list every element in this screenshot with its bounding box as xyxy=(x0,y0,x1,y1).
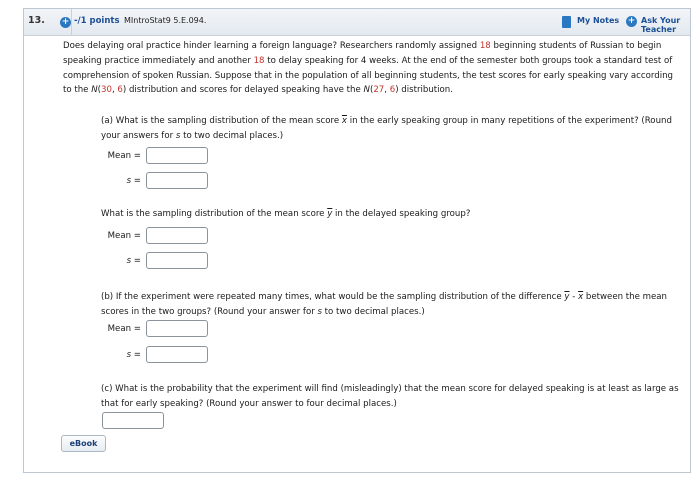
notes-icon[interactable] xyxy=(562,16,571,28)
delayed-sd: 6 xyxy=(389,85,396,96)
my-notes-button[interactable]: My Notes xyxy=(577,16,620,25)
ask-teacher-button[interactable]: Ask Your Teacher xyxy=(641,16,681,34)
part-a-mean-input[interactable] xyxy=(146,147,208,164)
group1-size: 18 xyxy=(479,41,491,51)
part-a-s-input[interactable] xyxy=(146,172,208,189)
question-number: 13. xyxy=(28,15,45,26)
part-a-mean-label: Mean = xyxy=(107,151,141,161)
source-label: MIntroStat9 5.E.094. xyxy=(124,16,207,25)
points-label: -/1 points xyxy=(74,16,120,26)
ask-teacher-plus-icon[interactable]: + xyxy=(627,16,636,26)
part-a2-mean-label: Mean = xyxy=(107,231,141,241)
expand-plus-icon[interactable]: + xyxy=(61,17,70,27)
part-c-answer-input[interactable] xyxy=(102,412,164,429)
part-b-s-input[interactable] xyxy=(146,346,208,363)
part-a2-mean-input[interactable] xyxy=(146,227,208,244)
problem-statement: Does delaying oral practice hinder learning a foreign language? Researchers randomly assigned 18 beginning students of Russian to begin speaking practice immediately and another 18 to delay speaking for 4 weeks. At the end of the semester both groups took a standard test of comprehension of spoken Russian. Suppose that in the population of all beginning students, the test scores for early speaking vary according to the N(30, 6) distribution and scores for delayed speaking have the N(27, 6) distribution. xyxy=(63,41,674,96)
part-b-mean-input[interactable] xyxy=(146,320,208,337)
header-divider xyxy=(71,9,72,35)
part-a2-s-input[interactable] xyxy=(146,252,208,269)
part-a2-s-label: s = xyxy=(126,256,141,266)
part-a2-question: What is the sampling distribution of the mean score $\overline{y}$ in the delayed speaking group? xyxy=(101,209,471,219)
ebook-button[interactable]: eBook xyxy=(61,435,106,452)
early-mean: 30 xyxy=(101,85,112,96)
part-c-question: (c) What is the probability that the experiment will find (misleadingly) that the mean score for delayed speaking is at least as large as that for early speaking? (Round your answer to four decimal places.) xyxy=(101,384,679,409)
question-header xyxy=(24,9,690,36)
part-b-s-label: s = xyxy=(126,350,141,360)
part-b-mean-label: Mean = xyxy=(107,324,141,334)
group2-size: 18 xyxy=(253,55,265,66)
part-a-s-label: s = xyxy=(126,176,141,186)
early-sd: 6 xyxy=(117,85,123,96)
part-b-question: (b) If the experiment were repeated many times, what would be the sampling distribution of the difference $\overline{y} - \overline{x}$ between the mean scores in the two groups? (Round your answer for s to two decimal places.) xyxy=(101,292,668,317)
part-a-question: (a) What is the sampling distribution of the mean score $\overline{x}$ in the early speaking group in many repetitions of the experiment? (Round your answers for s to two decimal places.) xyxy=(101,116,672,141)
delayed-mean: 27 xyxy=(373,85,385,96)
